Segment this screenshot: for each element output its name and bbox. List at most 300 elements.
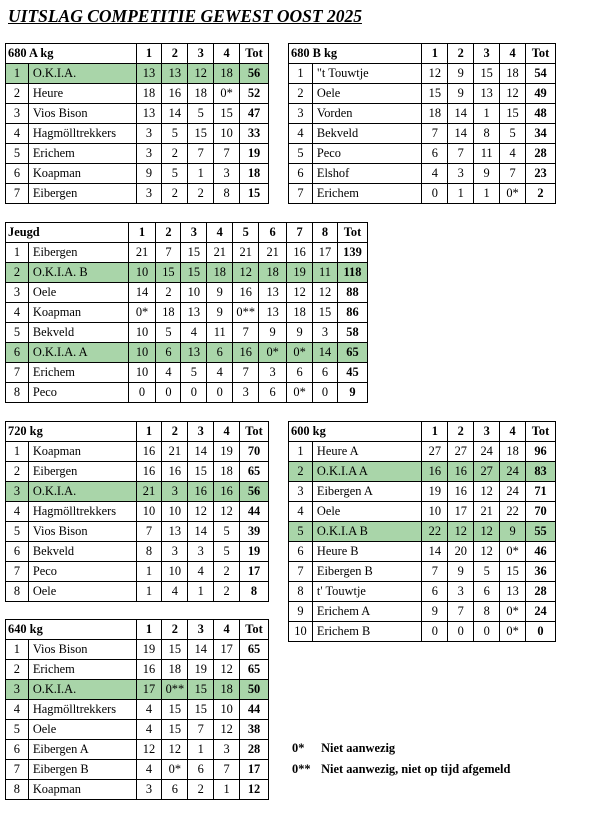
score-cell: 15: [188, 462, 214, 482]
score-cell: 4: [188, 562, 214, 582]
round-header: 5: [233, 223, 259, 243]
team-name-cell: Heure B: [312, 542, 422, 562]
score-cell: 8: [474, 602, 500, 622]
score-cell: 1: [136, 582, 162, 602]
score-cell: 17: [313, 243, 338, 263]
score-cell: 15: [156, 263, 181, 283]
score-cell: 8: [136, 542, 162, 562]
team-name-cell: Eibergen B: [312, 562, 422, 582]
score-cell: 7: [214, 144, 240, 164]
table-row: [6, 184, 269, 204]
table-label: 600 kg: [289, 422, 422, 442]
score-cell: 13: [259, 303, 287, 323]
total-cell: 9: [337, 383, 367, 403]
score-cell: 27: [474, 462, 500, 482]
score-cell: 12: [214, 720, 240, 740]
total-cell: 71: [526, 482, 556, 502]
total-cell: 12: [240, 780, 269, 800]
team-name-cell: Erichem: [28, 363, 128, 383]
score-cell: 27: [422, 442, 448, 462]
score-cell: 7: [422, 124, 448, 144]
score-cell: 4: [136, 720, 162, 740]
rank-cell: 6: [289, 542, 313, 562]
round-header: 4: [207, 223, 233, 243]
total-cell: 83: [526, 462, 556, 482]
score-cell: 7: [448, 144, 474, 164]
total-cell: 17: [240, 760, 269, 780]
score-cell: 16: [188, 482, 214, 502]
score-cell: 24: [474, 442, 500, 462]
score-cell: 0: [448, 622, 474, 642]
score-cell: 18: [422, 104, 448, 124]
team-name-cell: Eibergen: [28, 184, 136, 204]
team-name-cell: Erichem B: [312, 622, 422, 642]
team-name-cell: O.K.I.A. A: [28, 343, 128, 363]
round-header: 3: [188, 422, 214, 442]
rank-cell: 1: [289, 64, 313, 84]
total-cell: 54: [526, 64, 556, 84]
team-name-cell: Hagmölltrekkers: [28, 502, 136, 522]
score-cell: 13: [136, 64, 162, 84]
table-header-row: [6, 44, 269, 64]
score-cell: 5: [500, 124, 526, 144]
score-cell: 2: [162, 184, 188, 204]
score-cell: 10: [128, 263, 156, 283]
rank-cell: 2: [6, 263, 29, 283]
table-row: [6, 562, 269, 582]
score-cell: 16: [448, 482, 474, 502]
total-cell: 49: [526, 84, 556, 104]
score-cell: 14: [128, 283, 156, 303]
score-cell: 3: [214, 164, 240, 184]
score-cell: 4: [181, 323, 207, 343]
score-cell: 0*: [128, 303, 156, 323]
score-cell: 16: [233, 343, 259, 363]
score-cell: 24: [500, 462, 526, 482]
score-cell: 7: [422, 562, 448, 582]
team-name-cell: Eibergen: [28, 243, 128, 263]
score-cell: 3: [259, 363, 287, 383]
score-cell: 6: [422, 144, 448, 164]
rank-cell: 1: [6, 640, 29, 660]
legend-code: 0*: [292, 741, 305, 755]
table-row: [6, 660, 269, 680]
score-cell: 0**: [233, 303, 259, 323]
score-cell: 22: [500, 502, 526, 522]
score-cell: 5: [162, 164, 188, 184]
legend-item-absent-late: [292, 762, 510, 777]
table-row: [289, 502, 556, 522]
rank-cell: 5: [6, 720, 29, 740]
score-cell: 0*: [287, 343, 313, 363]
score-cell: 18: [214, 680, 240, 700]
score-cell: 20: [448, 542, 474, 562]
score-cell: 6: [313, 363, 338, 383]
round-header: 4: [500, 422, 526, 442]
round-header: 2: [448, 422, 474, 442]
score-cell: 8: [214, 184, 240, 204]
table-row: [6, 680, 269, 700]
score-cell: 12: [162, 740, 188, 760]
score-cell: 12: [474, 482, 500, 502]
total-cell: 86: [337, 303, 367, 323]
team-name-cell: Hagmölltrekkers: [28, 124, 136, 144]
team-name-cell: O.K.I.A. B: [28, 263, 128, 283]
score-cell: 0: [474, 622, 500, 642]
table-row: [289, 562, 556, 582]
team-name-cell: Koapman: [28, 780, 136, 800]
score-cell: 4: [162, 582, 188, 602]
table-row: [289, 104, 556, 124]
rank-cell: 3: [6, 283, 29, 303]
score-cell: 15: [500, 104, 526, 124]
total-cell: 50: [240, 680, 269, 700]
rank-cell: 8: [6, 582, 29, 602]
score-cell: 0: [422, 184, 448, 204]
table-label: 680 B kg: [289, 44, 422, 64]
table-row: [6, 283, 368, 303]
round-header: 1: [422, 44, 448, 64]
score-cell: 15: [313, 303, 338, 323]
score-cell: 14: [448, 124, 474, 144]
score-cell: 13: [162, 64, 188, 84]
round-header: 2: [156, 223, 181, 243]
table-row: [6, 760, 269, 780]
score-cell: 15: [181, 263, 207, 283]
rank-cell: 10: [289, 622, 313, 642]
total-header: Tot: [526, 44, 556, 64]
team-name-cell: O.K.I.A A: [312, 462, 422, 482]
table-row: [289, 184, 556, 204]
score-cell: 21: [233, 243, 259, 263]
score-cell: 16: [233, 283, 259, 303]
table-640: [5, 619, 269, 800]
rank-cell: 7: [6, 363, 29, 383]
score-cell: 18: [207, 263, 233, 283]
score-cell: 9: [448, 84, 474, 104]
score-cell: 16: [136, 660, 162, 680]
table-row: [289, 64, 556, 84]
score-cell: 2: [162, 144, 188, 164]
total-cell: 15: [240, 184, 269, 204]
total-header: Tot: [240, 620, 269, 640]
total-cell: 17: [240, 562, 269, 582]
score-cell: 6: [287, 363, 313, 383]
score-cell: 21: [474, 502, 500, 522]
score-cell: 21: [136, 482, 162, 502]
table-row: [289, 84, 556, 104]
score-cell: 12: [313, 283, 338, 303]
score-cell: 9: [448, 64, 474, 84]
score-cell: 12: [233, 263, 259, 283]
rank-cell: 5: [6, 144, 29, 164]
rank-cell: 7: [6, 760, 29, 780]
team-name-cell: Eibergen B: [28, 760, 136, 780]
total-cell: 65: [240, 660, 269, 680]
score-cell: 18: [136, 84, 162, 104]
score-cell: 10: [128, 323, 156, 343]
team-name-cell: Eibergen: [28, 462, 136, 482]
score-cell: 0*: [500, 184, 526, 204]
score-cell: 7: [188, 720, 214, 740]
score-cell: 7: [500, 164, 526, 184]
team-name-cell: Erichem: [28, 144, 136, 164]
rank-cell: 5: [6, 323, 29, 343]
total-cell: 44: [240, 502, 269, 522]
score-cell: 19: [214, 442, 240, 462]
score-cell: 0**: [162, 680, 188, 700]
score-cell: 14: [422, 542, 448, 562]
team-name-cell: "t Touwtje: [312, 64, 422, 84]
score-cell: 5: [214, 542, 240, 562]
score-cell: 6: [259, 383, 287, 403]
total-cell: 70: [526, 502, 556, 522]
total-cell: 118: [337, 263, 367, 283]
score-cell: 18: [188, 84, 214, 104]
table-row: [289, 602, 556, 622]
team-name-cell: Erichem: [28, 660, 136, 680]
table-row: [6, 502, 269, 522]
score-cell: 6: [207, 343, 233, 363]
score-cell: 14: [188, 640, 214, 660]
score-cell: 15: [188, 680, 214, 700]
team-name-cell: O.K.I.A.: [28, 680, 136, 700]
rank-cell: 5: [289, 144, 313, 164]
score-cell: 13: [181, 303, 207, 323]
total-cell: 45: [337, 363, 367, 383]
score-cell: 21: [207, 243, 233, 263]
rank-cell: 4: [6, 700, 29, 720]
total-cell: 2: [526, 184, 556, 204]
score-cell: 3: [136, 144, 162, 164]
score-cell: 3: [448, 164, 474, 184]
score-cell: 9: [422, 602, 448, 622]
table-row: [289, 442, 556, 462]
score-cell: 2: [156, 283, 181, 303]
score-cell: 0: [156, 383, 181, 403]
round-header: 1: [136, 44, 162, 64]
table-row: [6, 64, 269, 84]
rank-cell: 2: [6, 84, 29, 104]
table-row: [6, 700, 269, 720]
round-header: 6: [259, 223, 287, 243]
team-name-cell: Hagmölltrekkers: [28, 700, 136, 720]
total-cell: 65: [337, 343, 367, 363]
score-cell: 0: [313, 383, 338, 403]
table-row: [6, 542, 269, 562]
score-cell: 14: [188, 442, 214, 462]
score-cell: 27: [448, 442, 474, 462]
table-row: [6, 442, 269, 462]
score-cell: 5: [188, 104, 214, 124]
score-cell: 7: [233, 363, 259, 383]
rank-cell: 6: [6, 343, 29, 363]
score-cell: 12: [422, 64, 448, 84]
table-row: [6, 780, 269, 800]
total-cell: 96: [526, 442, 556, 462]
score-cell: 7: [188, 144, 214, 164]
table-row: [289, 164, 556, 184]
score-cell: 3: [162, 542, 188, 562]
rank-cell: 5: [289, 522, 313, 542]
score-cell: 10: [181, 283, 207, 303]
table-row: [289, 144, 556, 164]
score-cell: 14: [448, 104, 474, 124]
score-cell: 24: [500, 482, 526, 502]
round-header: 2: [162, 422, 188, 442]
score-cell: 18: [214, 462, 240, 482]
table-row: [6, 640, 269, 660]
rank-cell: 4: [289, 124, 313, 144]
rank-cell: 7: [6, 562, 29, 582]
table-header-row: [6, 223, 368, 243]
score-cell: 15: [474, 64, 500, 84]
table-row: [6, 124, 269, 144]
rank-cell: 2: [289, 462, 313, 482]
rank-cell: 1: [6, 64, 29, 84]
score-cell: 15: [422, 84, 448, 104]
team-name-cell: Vios Bison: [28, 522, 136, 542]
score-cell: 7: [136, 522, 162, 542]
score-cell: 16: [162, 462, 188, 482]
round-header: 3: [474, 422, 500, 442]
total-header: Tot: [240, 422, 269, 442]
round-header: 2: [448, 44, 474, 64]
team-name-cell: Bekveld: [312, 124, 422, 144]
team-name-cell: Bekveld: [28, 323, 128, 343]
score-cell: 1: [136, 562, 162, 582]
total-cell: 44: [240, 700, 269, 720]
score-cell: 11: [207, 323, 233, 343]
score-cell: 3: [188, 542, 214, 562]
score-cell: 3: [136, 124, 162, 144]
total-cell: 34: [526, 124, 556, 144]
score-cell: 0: [422, 622, 448, 642]
table-row: [6, 582, 269, 602]
legend-code: 0**: [292, 762, 311, 776]
score-cell: 19: [287, 263, 313, 283]
score-cell: 6: [422, 582, 448, 602]
score-cell: 10: [128, 343, 156, 363]
score-cell: 15: [162, 640, 188, 660]
score-cell: 13: [136, 104, 162, 124]
score-cell: 16: [214, 482, 240, 502]
score-cell: 11: [474, 144, 500, 164]
table-row: [6, 383, 368, 403]
score-cell: 3: [448, 582, 474, 602]
table-row: [6, 144, 269, 164]
total-cell: 28: [526, 144, 556, 164]
rank-cell: 4: [289, 502, 313, 522]
score-cell: 19: [188, 660, 214, 680]
score-cell: 16: [136, 442, 162, 462]
score-cell: 12: [474, 522, 500, 542]
table-row: [6, 462, 269, 482]
table-label: Jeugd: [6, 223, 129, 243]
score-cell: 4: [136, 760, 162, 780]
team-name-cell: Vios Bison: [28, 104, 136, 124]
total-cell: 88: [337, 283, 367, 303]
total-cell: 36: [526, 562, 556, 582]
score-cell: 18: [287, 303, 313, 323]
table-header-row: [289, 44, 556, 64]
score-cell: 6: [162, 780, 188, 800]
score-cell: 19: [136, 640, 162, 660]
table-680b: [288, 43, 556, 204]
score-cell: 18: [500, 442, 526, 462]
rank-cell: 8: [6, 383, 29, 403]
score-cell: 13: [162, 522, 188, 542]
rank-cell: 3: [289, 104, 313, 124]
team-name-cell: O.K.I.A B: [312, 522, 422, 542]
total-cell: 24: [526, 602, 556, 622]
round-header: 4: [500, 44, 526, 64]
score-cell: 1: [474, 104, 500, 124]
score-cell: 1: [448, 184, 474, 204]
rank-cell: 3: [6, 104, 29, 124]
score-cell: 0: [181, 383, 207, 403]
score-cell: 3: [233, 383, 259, 403]
round-header: 1: [136, 422, 162, 442]
team-name-cell: Peco: [28, 383, 128, 403]
rank-cell: 5: [6, 522, 29, 542]
round-header: 3: [181, 223, 207, 243]
team-name-cell: Bekveld: [28, 542, 136, 562]
round-header: 4: [214, 422, 240, 442]
score-cell: 2: [214, 582, 240, 602]
total-cell: 28: [526, 582, 556, 602]
score-cell: 6: [156, 343, 181, 363]
score-cell: 10: [136, 502, 162, 522]
score-cell: 3: [313, 323, 338, 343]
total-cell: 18: [240, 164, 269, 184]
score-cell: 15: [162, 700, 188, 720]
total-cell: 65: [240, 462, 269, 482]
rank-cell: 1: [6, 442, 29, 462]
score-cell: 14: [313, 343, 338, 363]
round-header: 2: [162, 44, 188, 64]
table-row: [6, 84, 269, 104]
score-cell: 0: [207, 383, 233, 403]
score-cell: 9: [207, 283, 233, 303]
score-cell: 16: [162, 84, 188, 104]
table-label: 640 kg: [6, 620, 137, 640]
table-row: [6, 104, 269, 124]
score-cell: 18: [156, 303, 181, 323]
rank-cell: 3: [6, 680, 29, 700]
score-cell: 0*: [500, 542, 526, 562]
score-cell: 2: [188, 780, 214, 800]
score-cell: 6: [188, 760, 214, 780]
total-cell: 8: [240, 582, 269, 602]
score-cell: 3: [136, 184, 162, 204]
total-cell: 39: [240, 522, 269, 542]
round-header: 4: [214, 620, 240, 640]
score-cell: 15: [500, 562, 526, 582]
team-name-cell: Koapman: [28, 303, 128, 323]
score-cell: 17: [136, 680, 162, 700]
team-name-cell: Vios Bison: [28, 640, 136, 660]
round-header: 1: [128, 223, 156, 243]
score-cell: 0: [128, 383, 156, 403]
total-cell: 139: [337, 243, 367, 263]
rank-cell: 6: [6, 542, 29, 562]
rank-cell: 6: [6, 164, 29, 184]
rank-cell: 6: [6, 740, 29, 760]
rank-cell: 1: [289, 442, 313, 462]
round-header: 3: [188, 620, 214, 640]
rank-cell: 6: [289, 164, 313, 184]
